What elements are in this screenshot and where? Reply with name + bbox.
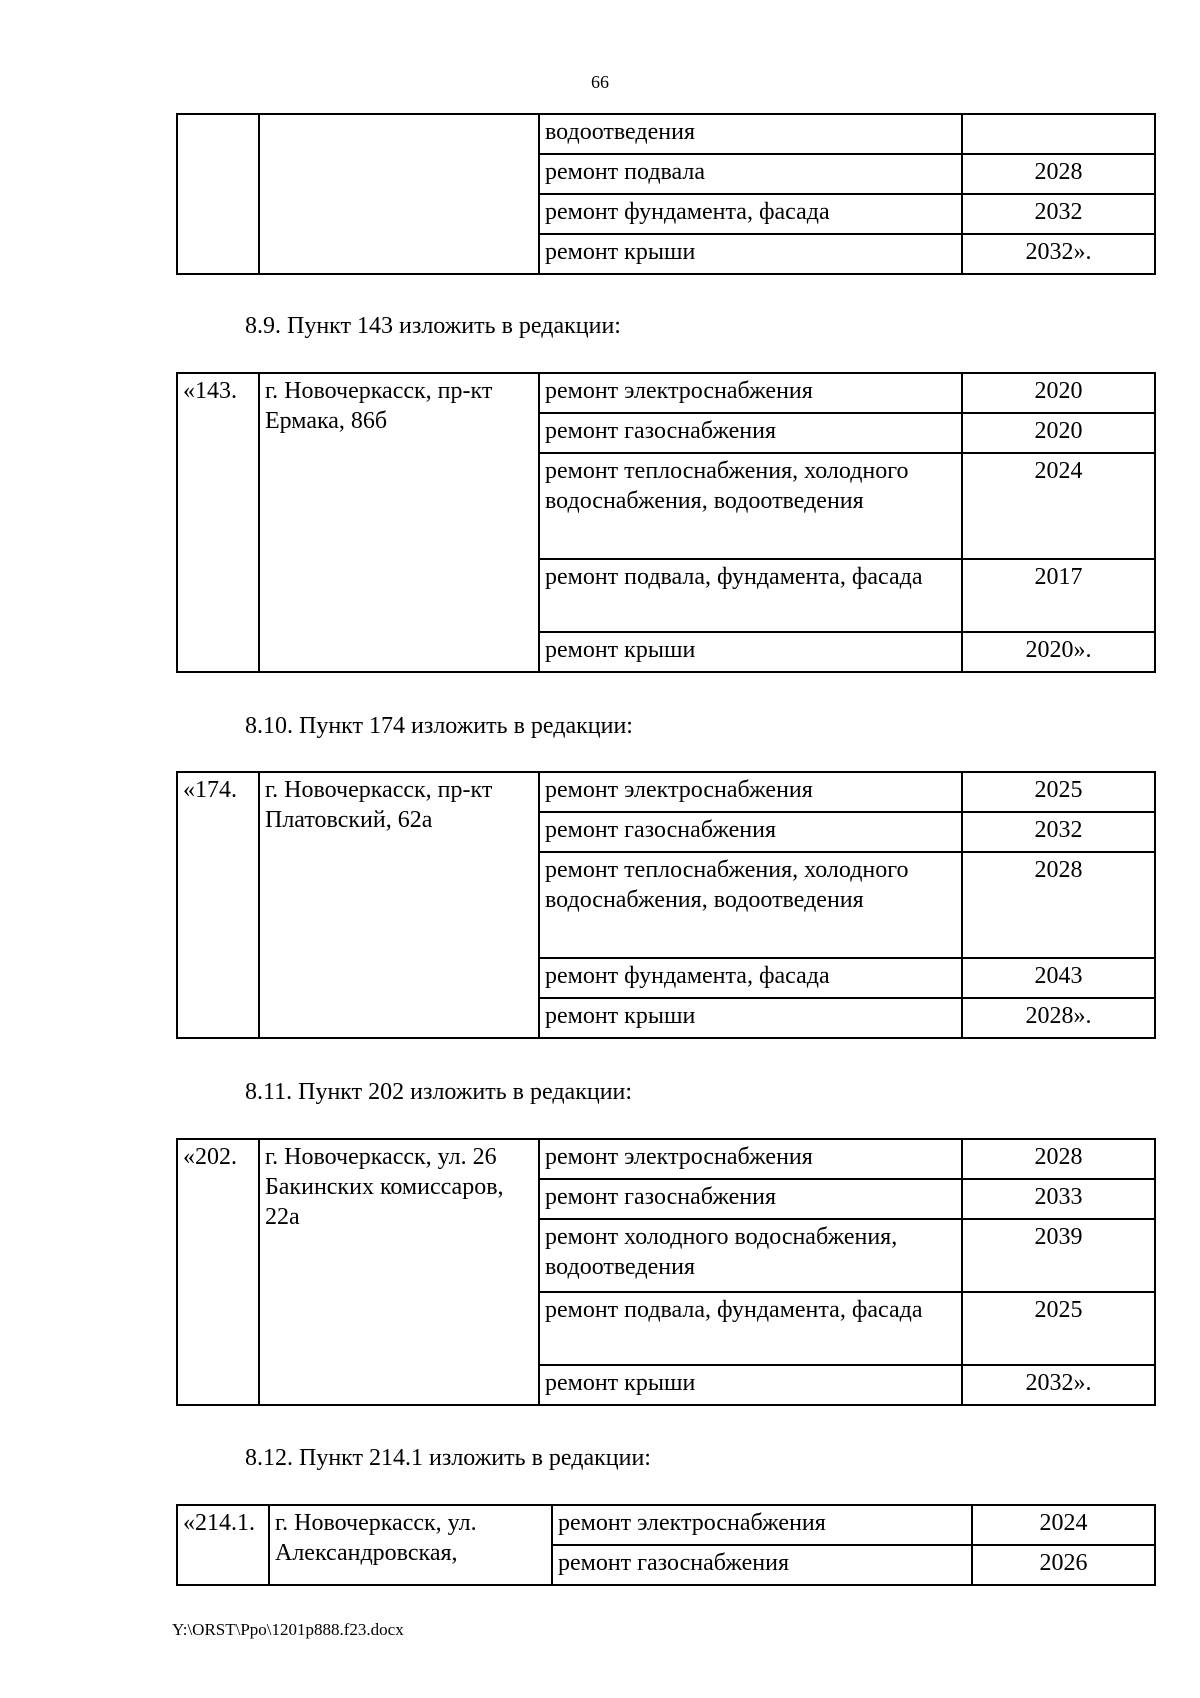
year-cell: 2020 <box>962 373 1155 413</box>
num-cell: «214.1. <box>177 1505 269 1585</box>
work-cell: водоотведения <box>539 114 962 154</box>
year-cell: 2024 <box>962 453 1155 559</box>
table-202 <box>176 1138 1156 1406</box>
year-cell: 2032 <box>962 194 1155 234</box>
work-cell: ремонт газоснабжения <box>552 1545 972 1585</box>
year-cell: 2033 <box>962 1179 1155 1219</box>
num-cell: «202. <box>177 1139 259 1405</box>
table-214-1 <box>176 1504 1156 1586</box>
work-cell: ремонт электроснабжения <box>539 373 962 413</box>
work-cell: ремонт теплоснабжения, холодного водоснабжения, водоотведения <box>539 852 962 958</box>
section-heading-202: 8.11. Пункт 202 изложить в редакции: <box>245 1079 633 1105</box>
year-cell: 2020 <box>962 413 1155 453</box>
work-cell: ремонт газоснабжения <box>539 812 962 852</box>
work-cell: ремонт крыши <box>539 234 962 274</box>
year-cell: 2017 <box>962 559 1155 632</box>
work-cell: ремонт газоснабжения <box>539 413 962 453</box>
year-cell: 2028 <box>962 1139 1155 1179</box>
work-cell: ремонт теплоснабжения, холодного водоснабжения, водоотведения <box>539 453 962 559</box>
page-number: 66 <box>591 72 609 92</box>
work-cell: ремонт крыши <box>539 1365 962 1405</box>
continued-table <box>176 113 1156 275</box>
file-path-footer: Y:\ORST\Ppo\1201p888.f23.docx <box>172 1620 404 1639</box>
year-cell: 2028 <box>962 852 1155 958</box>
work-cell: ремонт подвала <box>539 154 962 194</box>
year-cell: 2032». <box>962 1365 1155 1405</box>
num-cell: «174. <box>177 772 259 1038</box>
work-cell: ремонт крыши <box>539 632 962 672</box>
table-143 <box>176 372 1156 673</box>
work-cell: ремонт фундамента, фасада <box>539 958 962 998</box>
year-cell: 2026 <box>972 1545 1155 1585</box>
address-cell <box>259 114 539 274</box>
year-cell: 2028 <box>962 154 1155 194</box>
address-cell: г. Новочеркасск, ул. 26 Бакинских комиссаров, 22а <box>259 1139 539 1405</box>
work-cell: ремонт электроснабжения <box>539 1139 962 1179</box>
year-cell: 2025 <box>962 1292 1155 1365</box>
year-cell: 2039 <box>962 1219 1155 1292</box>
section-heading-174: 8.10. Пункт 174 изложить в редакции: <box>245 713 633 739</box>
work-cell: ремонт электроснабжения <box>552 1505 972 1545</box>
num-cell: «143. <box>177 373 259 672</box>
year-cell: 2032». <box>962 234 1155 274</box>
work-cell: ремонт подвала, фундамента, фасада <box>539 559 962 632</box>
year-cell: 2025 <box>962 772 1155 812</box>
work-cell: ремонт холодного водоснабжения, водоотведения <box>539 1219 962 1292</box>
work-cell: ремонт подвала, фундамента, фасада <box>539 1292 962 1365</box>
num-cell <box>177 114 259 274</box>
work-cell: ремонт электроснабжения <box>539 772 962 812</box>
section-heading-143: 8.9. Пункт 143 изложить в редакции: <box>245 313 621 339</box>
year-cell: 2032 <box>962 812 1155 852</box>
table-174 <box>176 771 1156 1039</box>
year-cell: 2043 <box>962 958 1155 998</box>
year-cell: 2028». <box>962 998 1155 1038</box>
work-cell: ремонт газоснабжения <box>539 1179 962 1219</box>
address-cell: г. Новочеркасск, ул. Александровская, <box>269 1505 552 1585</box>
year-cell <box>962 114 1155 154</box>
section-heading-214-1: 8.12. Пункт 214.1 изложить в редакции: <box>245 1445 651 1471</box>
work-cell: ремонт фундамента, фасада <box>539 194 962 234</box>
year-cell: 2024 <box>972 1505 1155 1545</box>
work-cell: ремонт крыши <box>539 998 962 1038</box>
address-cell: г. Новочеркасск, пр-кт Ермака, 86б <box>259 373 539 672</box>
year-cell: 2020». <box>962 632 1155 672</box>
address-cell: г. Новочеркасск, пр-кт Платовский, 62а <box>259 772 539 1038</box>
